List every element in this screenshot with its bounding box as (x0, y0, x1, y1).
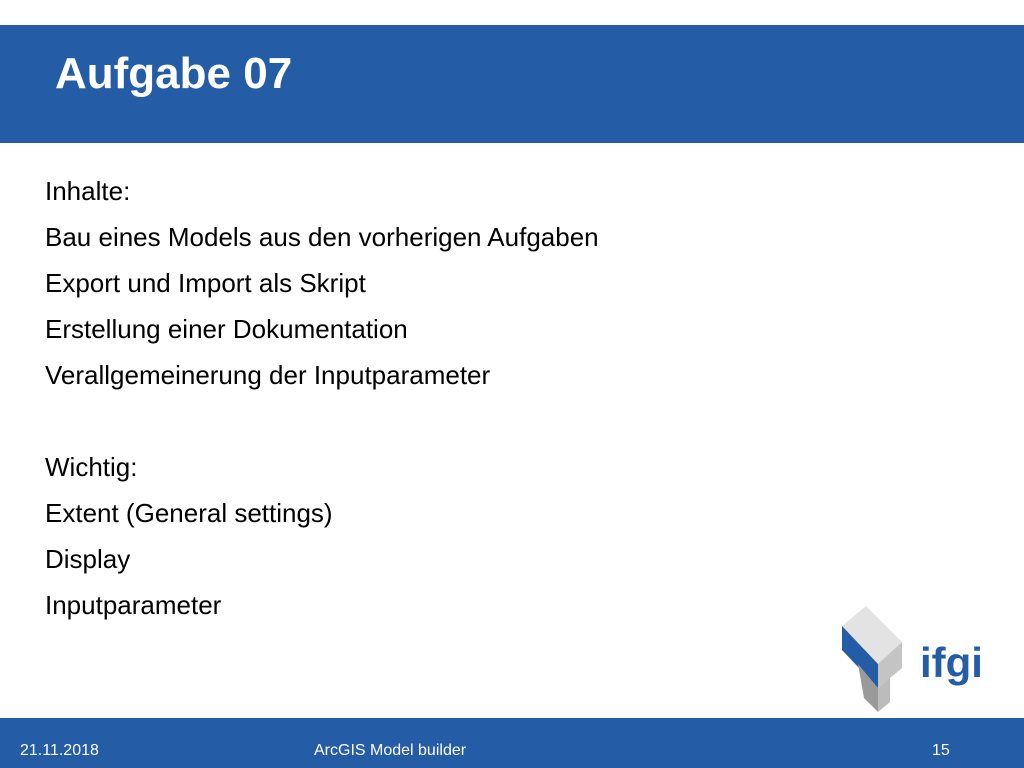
slide-title: Aufgabe 07 (55, 49, 293, 98)
content-line-inputparameter: Inputparameter (45, 590, 222, 620)
footer-bar (0, 718, 1024, 768)
footer-page-number: 15 (932, 742, 950, 759)
content-line-verallgemeinerung: Verallgemeinerung der Inputparameter (45, 360, 491, 390)
ifgi-logo-text: ifgi (920, 639, 983, 686)
content-list (45, 168, 599, 628)
footer-course-title: ArcGIS Model builder (314, 742, 467, 759)
content-line-extent: Extent (General settings) (45, 498, 333, 528)
content-line-spacer (45, 398, 599, 444)
content-line-bau-model: Bau eines Models aus den vorherigen Aufgaben (45, 222, 599, 252)
content-line-inhalte: Inhalte: (45, 176, 131, 206)
content-line-display: Display (45, 544, 131, 574)
content-line-wichtig: Wichtig: (45, 452, 138, 482)
footer-date: 21.11.2018 (20, 742, 99, 759)
content-line-export-import: Export und Import als Skript (45, 268, 366, 298)
content-line-dokumentation: Erstellung einer Dokumentation (45, 314, 408, 344)
